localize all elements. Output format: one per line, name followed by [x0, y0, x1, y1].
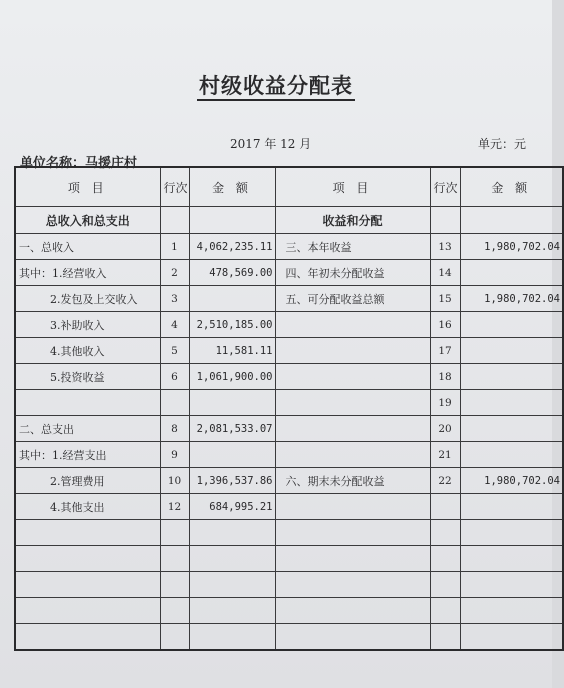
header-item-left: 项 目 — [15, 167, 160, 207]
table-row — [15, 364, 563, 390]
section-income-expense: 总收入和总支出 — [15, 207, 160, 234]
right-amount-cell — [460, 572, 563, 598]
left-line-no-cell: 6 — [160, 364, 189, 390]
left-line-no-cell: 3 — [160, 286, 189, 312]
left-line-no-cell: 4 — [160, 312, 189, 338]
left-amount-cell — [189, 286, 275, 312]
left-item-cell: 二、总支出 — [15, 416, 160, 442]
left-item-cell: 3.补助收入 — [15, 312, 160, 338]
right-line-no-cell — [430, 624, 460, 651]
left-line-no-cell — [160, 624, 189, 651]
left-amount-cell — [189, 442, 275, 468]
table-row — [15, 390, 563, 416]
section-row — [15, 207, 563, 234]
right-line-no-cell: 19 — [430, 390, 460, 416]
right-amount-cell — [460, 546, 563, 572]
left-line-no-cell: 5 — [160, 338, 189, 364]
right-amount-cell: 1,980,702.04 — [460, 234, 563, 260]
right-line-no-cell — [430, 546, 460, 572]
left-amount-cell — [189, 598, 275, 624]
left-amount-cell: 11,581.11 — [189, 338, 275, 364]
right-item-cell: 六、期末未分配收益 — [275, 468, 430, 494]
left-line-no-cell: 1 — [160, 234, 189, 260]
right-amount-cell — [460, 312, 563, 338]
left-amount-cell — [189, 546, 275, 572]
left-amount-cell: 1,396,537.86 — [189, 468, 275, 494]
left-item-cell: 4.其他收入 — [15, 338, 160, 364]
table-row — [15, 338, 563, 364]
right-line-no-cell: 15 — [430, 286, 460, 312]
right-item-cell — [275, 442, 430, 468]
section-empty-cell — [430, 207, 460, 234]
right-line-no-cell: 20 — [430, 416, 460, 442]
right-amount-cell: 1,980,702.04 — [460, 286, 563, 312]
currency-unit: 单元：元 — [478, 137, 527, 151]
header-line-right: 行次 — [430, 167, 460, 207]
table-row — [15, 598, 563, 624]
right-item-cell — [275, 338, 430, 364]
left-item-cell — [15, 390, 160, 416]
section-profit-distribution: 收益和分配 — [275, 207, 430, 234]
right-amount-cell — [460, 338, 563, 364]
left-item-cell — [15, 624, 160, 651]
distribution-table — [14, 166, 564, 651]
section-empty-cell — [460, 207, 563, 234]
right-line-no-cell: 14 — [430, 260, 460, 286]
left-line-no-cell: 10 — [160, 468, 189, 494]
right-item-cell: 五、可分配收益总额 — [275, 286, 430, 312]
left-item-cell — [15, 546, 160, 572]
right-line-no-cell: 16 — [430, 312, 460, 338]
table-row — [15, 442, 563, 468]
right-line-no-cell: 22 — [430, 468, 460, 494]
right-amount-cell — [460, 416, 563, 442]
right-item-cell — [275, 312, 430, 338]
table-row — [15, 416, 563, 442]
left-item-cell: 其中：1.经营收入 — [15, 260, 160, 286]
table-row — [15, 624, 563, 651]
left-item-cell — [15, 598, 160, 624]
left-amount-cell: 684,995.21 — [189, 494, 275, 520]
left-amount-cell — [189, 390, 275, 416]
left-line-no-cell — [160, 390, 189, 416]
right-item-cell — [275, 520, 430, 546]
header-item-right: 项 目 — [275, 167, 430, 207]
right-line-no-cell: 18 — [430, 364, 460, 390]
left-line-no-cell: 12 — [160, 494, 189, 520]
table-row — [15, 260, 563, 286]
left-item-cell — [15, 520, 160, 546]
left-item-cell — [15, 572, 160, 598]
left-amount-cell: 2,510,185.00 — [189, 312, 275, 338]
left-amount-cell: 1,061,900.00 — [189, 364, 275, 390]
right-item-cell: 四、年初未分配收益 — [275, 260, 430, 286]
section-empty-cell — [160, 207, 189, 234]
left-amount-cell — [189, 572, 275, 598]
right-amount-cell — [460, 260, 563, 286]
right-line-no-cell: 17 — [430, 338, 460, 364]
left-line-no-cell — [160, 520, 189, 546]
organization-name: 单位名称：马援庄村 — [20, 156, 138, 171]
left-amount-cell — [189, 520, 275, 546]
right-amount-cell — [460, 494, 563, 520]
document-title: 村级收益分配表 — [0, 70, 552, 100]
right-amount-cell — [460, 598, 563, 624]
right-amount-cell — [460, 520, 563, 546]
left-line-no-cell: 2 — [160, 260, 189, 286]
section-empty-cell — [189, 207, 275, 234]
left-line-no-cell — [160, 546, 189, 572]
left-line-no-cell — [160, 598, 189, 624]
right-line-no-cell: 13 — [430, 234, 460, 260]
right-item-cell — [275, 364, 430, 390]
table-row — [15, 520, 563, 546]
table-row — [15, 234, 563, 260]
table-row — [15, 494, 563, 520]
right-item-cell: 三、本年收益 — [275, 234, 430, 260]
left-amount-cell: 478,569.00 — [189, 260, 275, 286]
right-line-no-cell — [430, 572, 460, 598]
right-item-cell — [275, 624, 430, 651]
left-amount-cell: 2,081,533.07 — [189, 416, 275, 442]
right-amount-cell: 1,980,702.04 — [460, 468, 563, 494]
table-row — [15, 572, 563, 598]
header-row — [15, 167, 563, 207]
table-row — [15, 286, 563, 312]
left-item-cell: 2.管理费用 — [15, 468, 160, 494]
left-line-no-cell — [160, 572, 189, 598]
right-item-cell — [275, 572, 430, 598]
table-row — [15, 546, 563, 572]
right-line-no-cell — [430, 494, 460, 520]
table-row — [15, 312, 563, 338]
right-line-no-cell — [430, 520, 460, 546]
right-amount-cell — [460, 390, 563, 416]
left-item-cell: 2.发包及上交收入 — [15, 286, 160, 312]
right-item-cell — [275, 598, 430, 624]
left-item-cell: 5.投资收益 — [15, 364, 160, 390]
right-item-cell — [275, 390, 430, 416]
left-amount-cell — [189, 624, 275, 651]
header-line-left: 行次 — [160, 167, 189, 207]
right-amount-cell — [460, 442, 563, 468]
right-amount-cell — [460, 364, 563, 390]
header-amount-right: 金 额 — [460, 167, 563, 207]
left-line-no-cell: 9 — [160, 442, 189, 468]
report-period: 2017 年 12 月 — [230, 137, 312, 151]
right-line-no-cell — [430, 598, 460, 624]
right-item-cell — [275, 546, 430, 572]
left-line-no-cell: 8 — [160, 416, 189, 442]
table-row — [15, 468, 563, 494]
right-item-cell — [275, 416, 430, 442]
right-line-no-cell: 21 — [430, 442, 460, 468]
header-amount-left: 金 额 — [189, 167, 275, 207]
left-item-cell: 一、总收入 — [15, 234, 160, 260]
left-item-cell: 其中：1.经营支出 — [15, 442, 160, 468]
left-item-cell: 4.其他支出 — [15, 494, 160, 520]
right-item-cell — [275, 494, 430, 520]
right-amount-cell — [460, 624, 563, 651]
left-amount-cell: 4,062,235.11 — [189, 234, 275, 260]
